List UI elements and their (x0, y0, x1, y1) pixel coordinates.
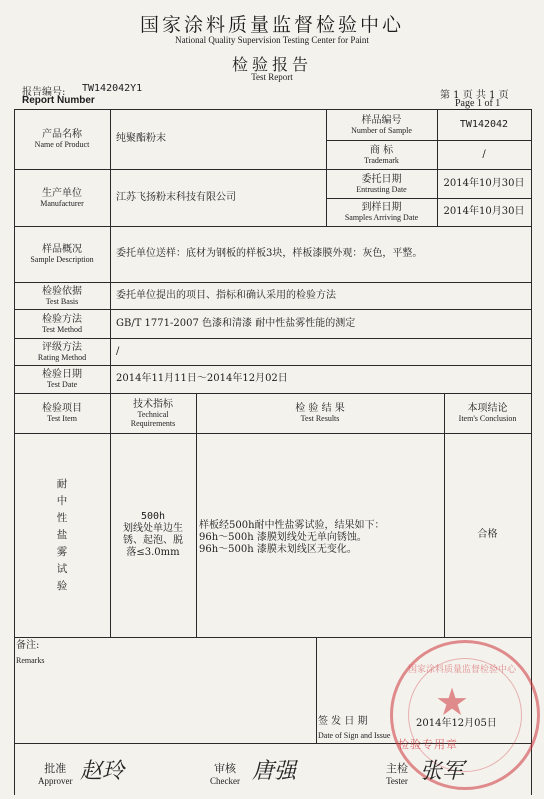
results-header: 检 验 结 果 Test Results (295, 403, 345, 423)
results-cell: 样板经500h耐中性盐雾试验，结果如下： 96h～500h 漆膜划线处无单向锈蚀。 96h～500h 漆膜未划线区无变化。 (199, 520, 385, 555)
rating-method-value: / (116, 345, 120, 357)
checker-label: 审核 Checker (210, 762, 240, 786)
sample-description-value: 委托单位送样：底材为钢板的样板3块，样板漆膜外观：灰色，平整。 (116, 248, 423, 259)
report-number-en: Report Number (22, 95, 95, 106)
report-number: TW142042Y1 (82, 83, 143, 94)
conclusion-cell: 合格 (477, 529, 498, 540)
stamp-org-text: 国家涂料质量监督检验中心 (407, 665, 516, 675)
approver-label: 批准 Approver (38, 762, 73, 786)
product-name-label: 产品名称 Name of Product (34, 129, 90, 149)
org-title-en: National Quality Supervision Testing Center for Paint (175, 35, 369, 45)
manufacturer-value: 江苏飞扬粉末科技有限公司 (116, 191, 236, 203)
test-method-value: GB/T 1771-2007 色漆和清漆 耐中性盐雾性能的测定 (116, 317, 356, 329)
conclusion-header: 本项结论 Item's Conclusion (458, 403, 517, 423)
report-number-label: 报告编号: (22, 87, 66, 98)
sample-number-label: 样品编号 Number of Sample (351, 114, 412, 135)
report-title-cn: 检验报告 (231, 55, 312, 74)
sign-date-label: 签 发 日 期 Date of Sign and Issue (318, 716, 391, 740)
sample-number-value: TW142042 (459, 118, 509, 130)
entrusting-date-label: 委托日期 Entrusting Date (356, 173, 407, 194)
entrusting-date-value: 2014年10月30日 (443, 177, 525, 189)
test-item-cell: 耐中性盐雾试验 (56, 477, 68, 592)
test-date-value: 2014年11月11日～2014年12月02日 (116, 373, 288, 384)
checker-signature: 唐强 (252, 759, 297, 784)
product-name-value: 纯聚酯粉末 (116, 133, 166, 144)
page-indicator-cn: 第 1 页 共 1 页 (440, 90, 509, 101)
trademark-label: 商 标 Trademark (364, 144, 399, 165)
report-title-en: Test Report (251, 72, 293, 82)
tester-signature: 张军 (420, 759, 465, 784)
sign-date-value: 2014年12月05日 (416, 718, 497, 729)
test-basis-label: 检验依据 Test Basis (42, 285, 82, 306)
sample-description-label: 样品概况 Sample Description (30, 244, 94, 264)
arriving-date-label: 到样日期 Samples Arriving Date (344, 202, 419, 222)
remarks-label: 备注: Remarks (16, 640, 45, 665)
test-basis-value: 委托单位提出的项目、指标和确认采用的检验方法 (116, 289, 336, 301)
org-title-cn: 国家涂料质量监督检验中心 (139, 14, 404, 36)
test-item-header: 检验项目 Test Item (42, 403, 82, 423)
stamp-text: 检验专用章 (398, 738, 458, 751)
requirements-header: 技术指标 Technical Requirements (130, 398, 176, 428)
arriving-date-value: 2014年10月30日 (443, 206, 525, 217)
approver-signature: 赵玲 (80, 759, 125, 784)
tester-label: 主检 Tester (386, 762, 408, 786)
trademark-value: / (482, 148, 486, 160)
stamp-star-icon: ★ (435, 680, 470, 724)
manufacturer-label: 生产单位 Manufacturer (40, 187, 84, 208)
requirements-cell: 500h 划线处单边生 锈、起泡、脱 落≤3.0mm (123, 511, 183, 558)
test-date-label: 检验日期 Test Date (42, 369, 82, 389)
test-method-label: 检验方法 Test Method (41, 313, 83, 334)
page-indicator-en: Page 1 of 1 (455, 98, 501, 109)
rating-method-label: 评级方法 Rating Method (37, 341, 87, 362)
